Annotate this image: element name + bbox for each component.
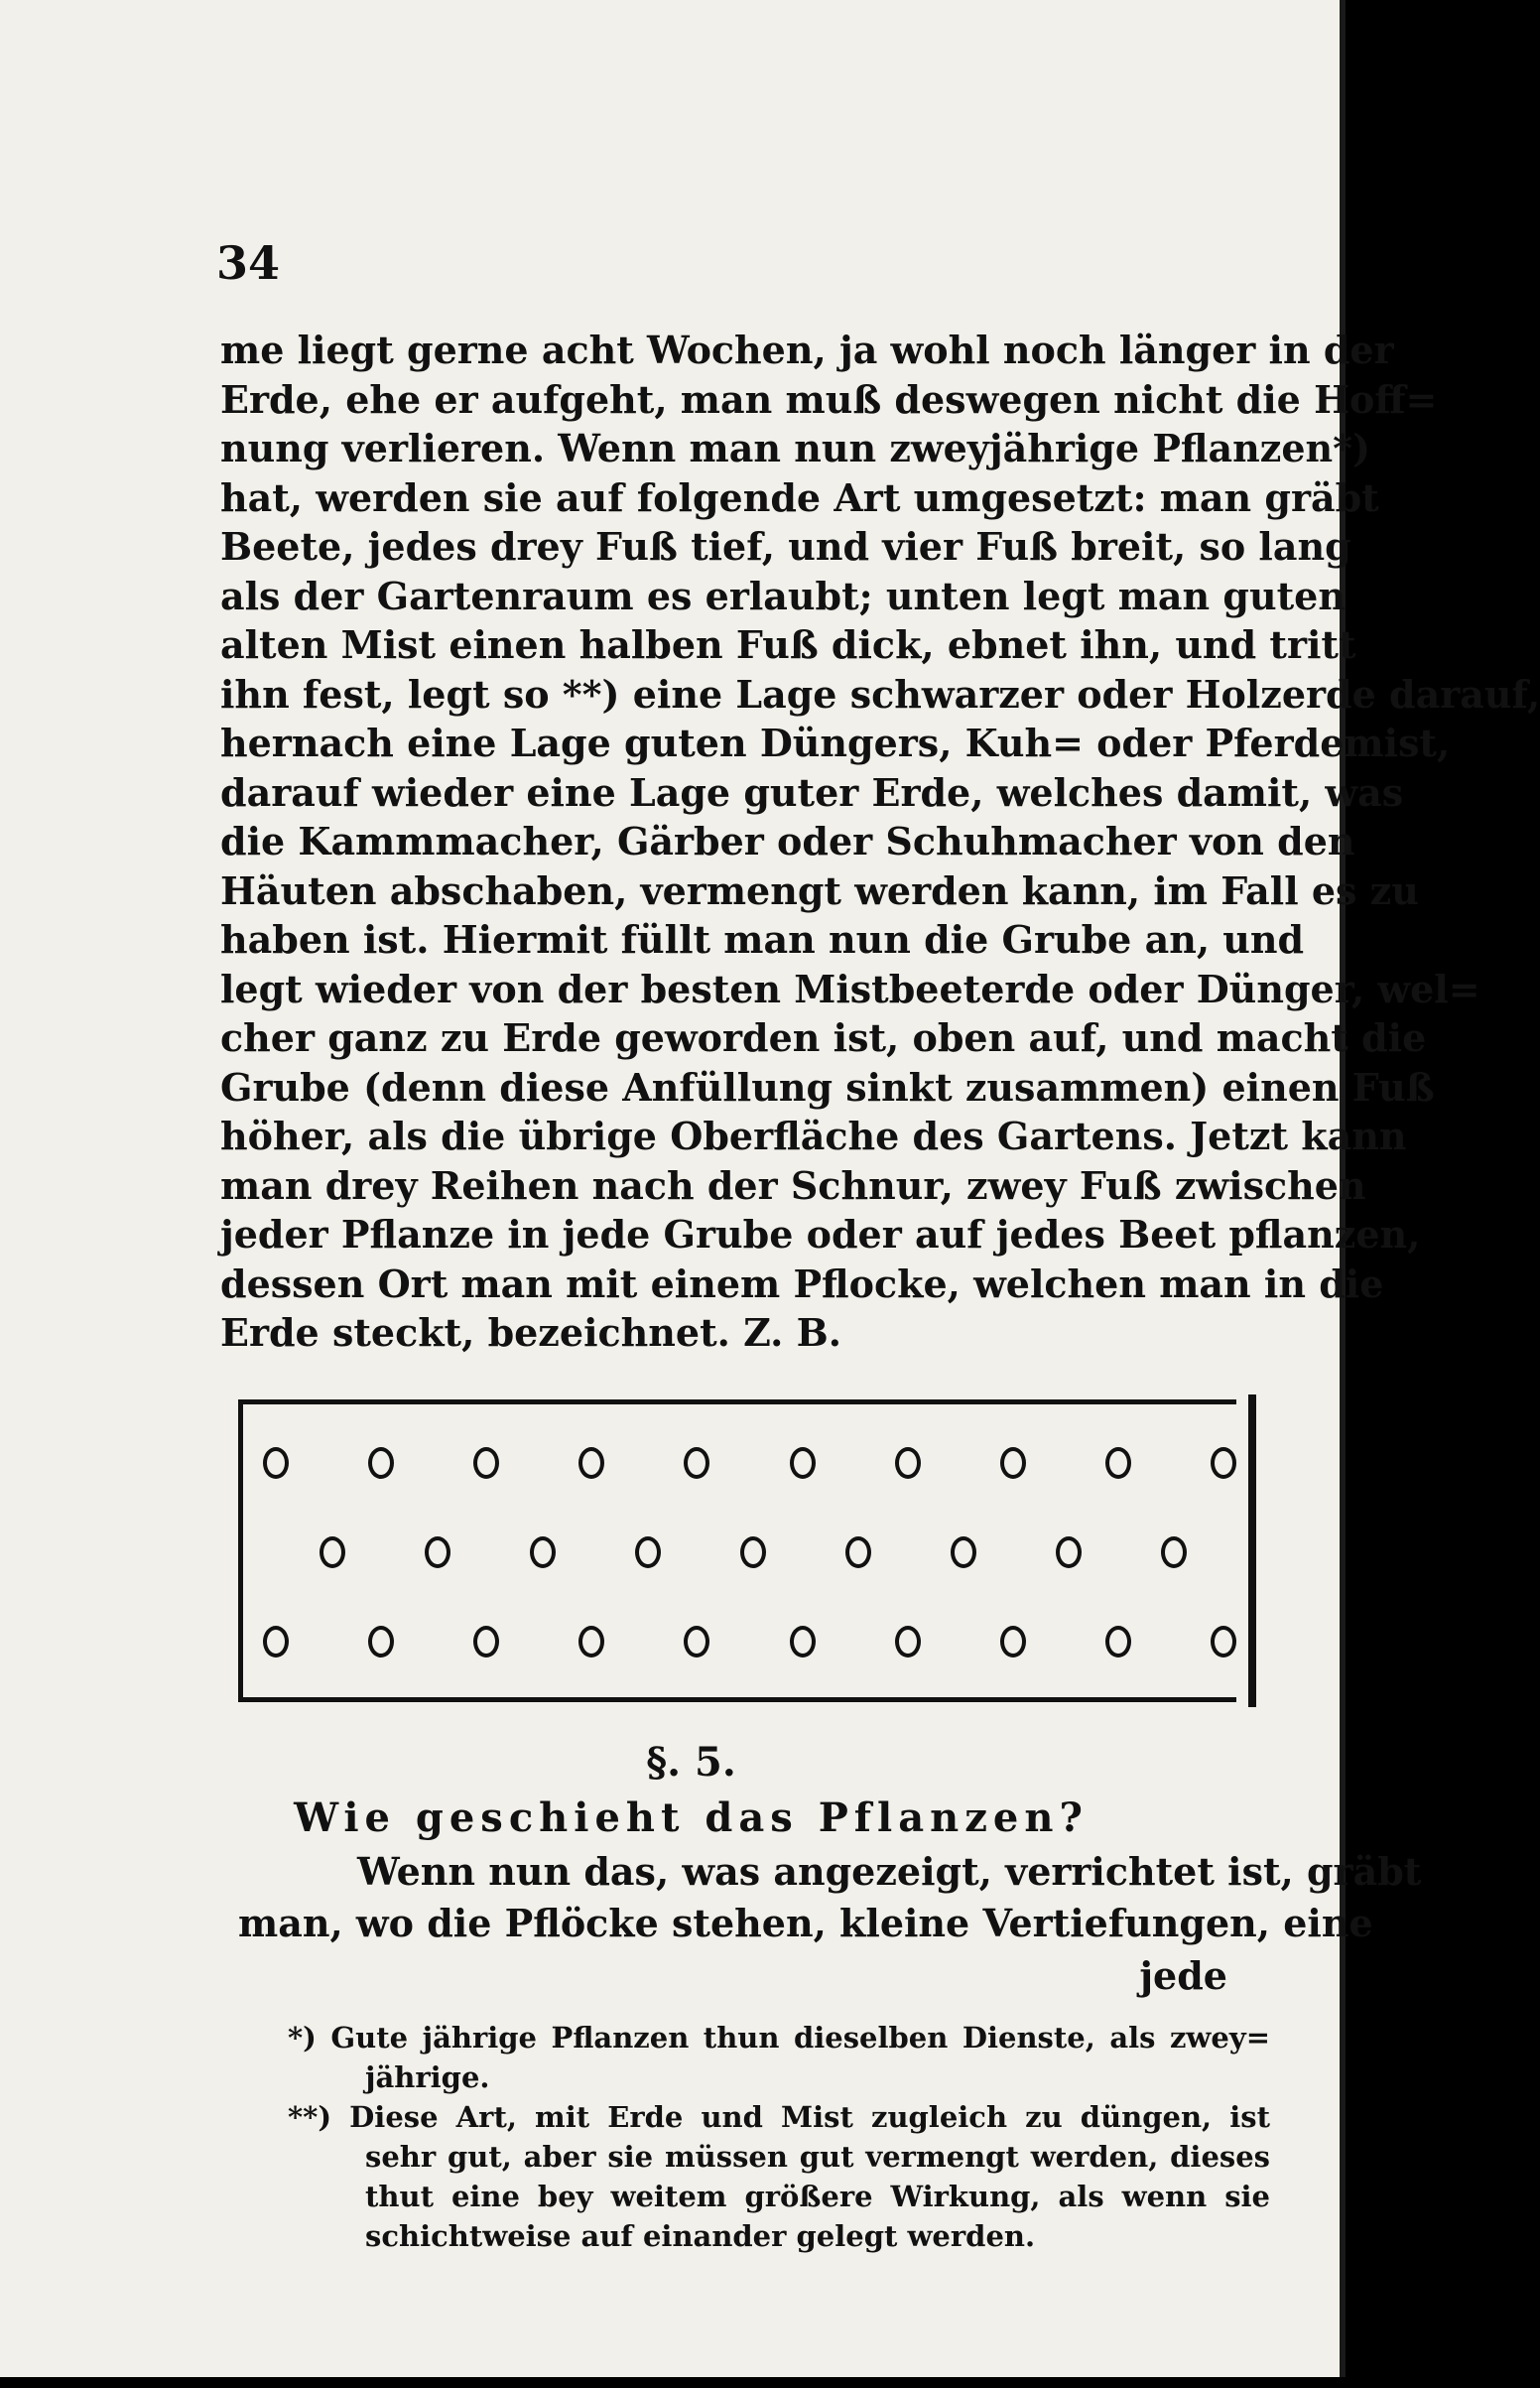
diagram-right-edge bbox=[1248, 1394, 1256, 1707]
text-line: Beete, jedes drey Fuß tief, und vier Fuß breit, so lang bbox=[220, 524, 1351, 569]
plant-marker bbox=[425, 1536, 450, 1568]
plant-marker bbox=[1000, 1447, 1026, 1479]
text-line: hat, werden sie auf folgende Art umgesetzt: man gräbt bbox=[220, 474, 1379, 520]
text-line: alten Mist einen halben Fuß dick, ebnet ihn, und tritt bbox=[220, 622, 1356, 667]
section-title: Wie geschieht das Pflanzen? bbox=[294, 1794, 1089, 1841]
plant-marker bbox=[368, 1626, 394, 1658]
plant-marker bbox=[368, 1447, 394, 1479]
text-line: darauf wieder eine Lage guter Erde, welches damit, was bbox=[220, 769, 1404, 815]
plant-marker bbox=[1105, 1447, 1131, 1479]
text-line: Grube (denn diese Anfüllung sinkt zusammen) einen Fuß bbox=[220, 1064, 1435, 1110]
plant-marker bbox=[530, 1536, 556, 1568]
plant-row-3 bbox=[263, 1626, 1236, 1658]
section-text bbox=[238, 1846, 1422, 1949]
plant-marker bbox=[473, 1447, 499, 1479]
page-number: 34 bbox=[216, 236, 281, 290]
plant-marker bbox=[1056, 1536, 1082, 1568]
body-text bbox=[220, 326, 1540, 1358]
plant-marker bbox=[473, 1626, 499, 1658]
plant-row-2 bbox=[320, 1536, 1187, 1568]
text-line: Erde, ehe er aufgeht, man muß deswegen nicht die Hoff= bbox=[220, 376, 1438, 422]
plant-marker bbox=[790, 1447, 816, 1479]
plant-marker bbox=[845, 1536, 871, 1568]
text-line: ihn fest, legt so **) eine Lage schwarzer oder Holzerde darauf, bbox=[220, 671, 1540, 717]
plant-marker bbox=[263, 1447, 289, 1479]
planting-diagram bbox=[238, 1399, 1256, 1702]
plant-marker bbox=[263, 1626, 289, 1658]
footnote-line: **) Diese Art, mit Erde und Mist zugleich zu düngen, ist bbox=[288, 2100, 1270, 2134]
plant-marker bbox=[684, 1626, 709, 1658]
diagram-left-edge bbox=[238, 1399, 243, 1702]
footnote-line: thut eine bey weitem größere Wirkung, als wenn sie bbox=[365, 2180, 1270, 2213]
plant-marker bbox=[320, 1536, 345, 1568]
footnote-line: schichtweise auf einander gelegt werden. bbox=[365, 2219, 1036, 2253]
text-line: nung verlieren. Wenn man nun zweyjährige Pflanzen*) bbox=[220, 426, 1370, 470]
diagram-top-rule bbox=[238, 1399, 1236, 1404]
footnotes bbox=[288, 2018, 1270, 2256]
diagram-bottom-rule bbox=[238, 1697, 1236, 1702]
plant-marker bbox=[790, 1626, 816, 1658]
text-line: haben ist. Hiermit füllt man nun die Grube an, und bbox=[220, 917, 1305, 962]
footnote-line: jährige. bbox=[365, 2060, 490, 2094]
text-line: dessen Ort man mit einem Pflocke, welchen man in die bbox=[220, 1260, 1384, 1306]
text-line: jeder Pflanze in jede Grube oder auf jedes Beet pflanzen, bbox=[220, 1212, 1421, 1257]
plant-marker bbox=[1211, 1626, 1236, 1658]
section-number: §. 5. bbox=[646, 1739, 736, 1786]
text-line: man drey Reihen nach der Schnur, zwey Fuß zwischen bbox=[220, 1162, 1366, 1208]
footnote-line: sehr gut, aber sie müssen gut vermengt werden, dieses bbox=[365, 2140, 1270, 2174]
text-line: Häuten abschaben, vermengt werden kann, im Fall es zu bbox=[220, 867, 1419, 913]
text-line: cher ganz zu Erde geworden ist, oben auf, und macht die bbox=[220, 1015, 1427, 1060]
plant-marker bbox=[895, 1626, 921, 1658]
plant-marker bbox=[684, 1447, 709, 1479]
text-line: hernach eine Lage guten Düngers, Kuh= oder Pferdemist, bbox=[220, 721, 1451, 765]
plant-marker bbox=[895, 1447, 921, 1479]
text-line: die Kammmacher, Gärber oder Schuhmacher von den bbox=[220, 819, 1355, 863]
plant-marker bbox=[578, 1626, 604, 1658]
plant-marker bbox=[635, 1536, 661, 1568]
plant-marker bbox=[578, 1447, 604, 1479]
text-line: legt wieder von der besten Mistbeeterde oder Dünger, wel= bbox=[220, 966, 1480, 1011]
text-line: Erde steckt, bezeichnet. Z. B. bbox=[220, 1310, 841, 1355]
plant-marker bbox=[951, 1536, 976, 1568]
plant-marker bbox=[1000, 1626, 1026, 1658]
text-line: Wenn nun das, was angezeigt, verrichtet ist, gräbt bbox=[357, 1849, 1422, 1894]
text-line: höher, als die übrige Oberfläche des Gartens. Jetzt kann bbox=[220, 1114, 1407, 1158]
plant-marker bbox=[1211, 1447, 1236, 1479]
text-line: als der Gartenraum es erlaubt; unten legt man guten bbox=[220, 573, 1346, 618]
plant-row-1 bbox=[263, 1447, 1236, 1479]
plant-marker bbox=[1105, 1626, 1131, 1658]
catchword: jede bbox=[1139, 1953, 1227, 1998]
plant-marker bbox=[1161, 1536, 1187, 1568]
plant-marker bbox=[740, 1536, 766, 1568]
text-line: me liegt gerne acht Wochen, ja wohl noch länger in der bbox=[220, 328, 1394, 372]
footnote-line: *) Gute jährige Pflanzen thun dieselben Dienste, als zwey= bbox=[288, 2021, 1270, 2055]
text-line: man, wo die Pflöcke stehen, kleine Vertiefungen, eine bbox=[238, 1901, 1373, 1945]
